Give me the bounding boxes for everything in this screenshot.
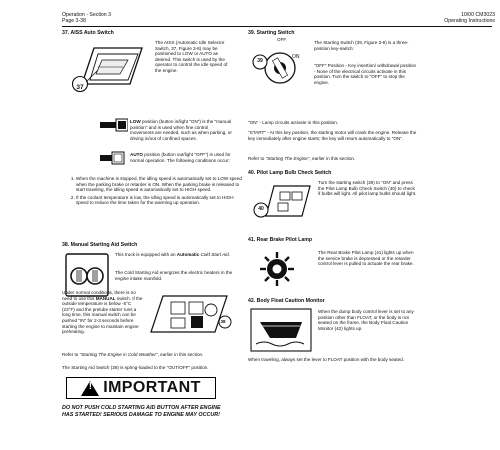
section-39-refer (248, 156, 420, 162)
list-item: 2. If the coolant temperature is low, the idling speed is automatically set to HIGH speed to reduce the time taken for the warming up operation. (76, 195, 242, 206)
header-left (62, 12, 111, 24)
starting-engine-reference: "Starting The Engine" (265, 156, 310, 161)
refer-pre: Refer to (248, 156, 266, 161)
important-label: IMPORTANT (103, 379, 201, 396)
auto-conditions-list (76, 176, 242, 208)
section-41-text: The Rear Brake Pilot Lamp (41) lights up when the service brake is depressed or the retarder control lever is pulled to actuate the rear brake. (318, 250, 414, 267)
section-40-callout: 40 (258, 206, 264, 212)
body-float-monitor-icon (250, 308, 312, 352)
off-position-label: OFF (277, 37, 287, 42)
section-39-callout: 39 (257, 58, 263, 64)
rear-brake-lamp-icon (258, 250, 296, 288)
section-38-heaters: The Cold Starting Aid energizes the electric heaters in the engine intake manifold. (115, 270, 233, 281)
important-banner (66, 377, 216, 399)
low-label: LOW (130, 119, 141, 124)
on-position-text: "ON" - Lamp circuits activate in this position. (248, 120, 339, 125)
header-right (375, 12, 495, 24)
auto-position-text (130, 152, 233, 163)
section-42-note: When traveling, always set the lever to FLOAT position with the body seated. (248, 357, 405, 362)
equipped-text: This truck is equipped with an (115, 252, 177, 257)
refer-post: , earlier in this section. (309, 156, 356, 161)
auto-button-icon (100, 151, 128, 165)
section-39-title: 39. Starting Switch (248, 30, 295, 36)
section-42-text: When the dump body control lever is set to any position other than FLOAT, or the body is not seated on the frame, the Body Float Caution Monitor (42) lights up. (318, 309, 414, 331)
section-38-title: 38. Manual Starting Aid Switch (62, 242, 138, 248)
section-38-equipped (115, 252, 233, 258)
left-column (62, 30, 234, 39)
manual-label: MANUAL (95, 295, 116, 301)
off-position-text: "OFF" Position - Key insertion/ withdrawal position - None of the electrical circuits activate in this position. Turn the switch to "OFF" to stop the engine. (314, 63, 417, 85)
section-37-intro: The AISS (Automatic Idle Selector Switch, 37, Figure 3-8) may be positioned to LOW or AUTO as desired. This switch is used by the operator to control the idle speed of the engine. (155, 40, 228, 73)
manual-pre-text: Under normal conditions, there is no need to use this (62, 290, 136, 301)
manual-post-text: switch. If the outside temperature is below -5°C (23°F) and the prelube starter runs a long time, this manual switch can be pushed "IN" for 2-3 seconds before starting the engine to maintain engine preheating. (62, 295, 143, 335)
header-section: Operation - Section 3 (62, 12, 112, 18)
low-description: position (button in/light "ON") is the "manual position" and is used when fine control movements are needed, such as when parking, or driving in/out of confined spaces. (130, 119, 232, 141)
header-rule (62, 26, 492, 27)
low-button-icon (100, 118, 128, 132)
cold-start-aid-label: Cold Start Aid. (199, 252, 230, 257)
section-37-title: 37. AISS Auto Switch (62, 30, 114, 36)
cold-start-warning: DO NOT PUSH COLD STARTING AID BUTTON AFTER ENGINE HAS STARTED! SERIOUS DAMAGE TO ENGINE MAY OCCUR! (62, 405, 221, 418)
warning-triangle-icon: ! (81, 381, 99, 396)
section-42-title: 42. Body Float Caution Monitor (248, 298, 325, 304)
refer-post: , earlier in this section. (157, 352, 204, 357)
start-position-text: "START" - At this key position, the starting motor will crank the engine. Release the key immediately after engine starts; the key will return automatically to "ON". (248, 130, 417, 141)
section-38-manual (62, 290, 144, 335)
section-38-refer (62, 352, 232, 358)
section-38-spring: The Starting Aid Switch (38) is spring-loaded to the "OUT/OFF" position. (62, 365, 209, 370)
starting-aid-switch-panel (145, 292, 233, 338)
refer-pre: Refer to (62, 352, 80, 357)
auto-description: position (button out/light "OFF") is used for normal operation. The following conditions occur: (130, 152, 231, 163)
automatic-label: Automatic (176, 252, 200, 257)
header-doc-title: Operating Instructions (444, 18, 495, 24)
svg-text:ON: ON (292, 54, 300, 60)
section-38-callout: 38 (220, 319, 226, 324)
section-37-callout: 37 (76, 84, 84, 91)
section-40-text: Turn the starting switch (39) to "ON" and press the Pilot Lamp Bulb Check Switch (40) to check if bulbs will light. All pilot lamp bulbs should light. (318, 180, 417, 197)
section-40-title: 40. Pilot Lamp Bulb Check Switch (248, 170, 332, 176)
section-41-title: 41. Rear Brake Pilot Lamp (248, 237, 313, 243)
list-item: 1. When the machine is stopped, the idling speed is automatically set to LOW speed when the parking brake or retarder is ON. When the parking brake is released to start traveling, the idling speed is automatically set to HIGH speed. (76, 176, 242, 193)
auto-label: AUTO (130, 152, 143, 157)
header-doc-code: 10/00 CM3023 (460, 12, 495, 18)
bulb-check-switch-icon (252, 180, 314, 220)
section-39-intro: The Starting Switch (39, Figure 3-8) is a three-position key-switch: (314, 40, 409, 51)
low-position-text (130, 119, 233, 141)
cold-weather-reference: "Starting The Engine in Cold Weather" (79, 352, 158, 357)
header-page-number: Page 3-38 (62, 18, 86, 24)
